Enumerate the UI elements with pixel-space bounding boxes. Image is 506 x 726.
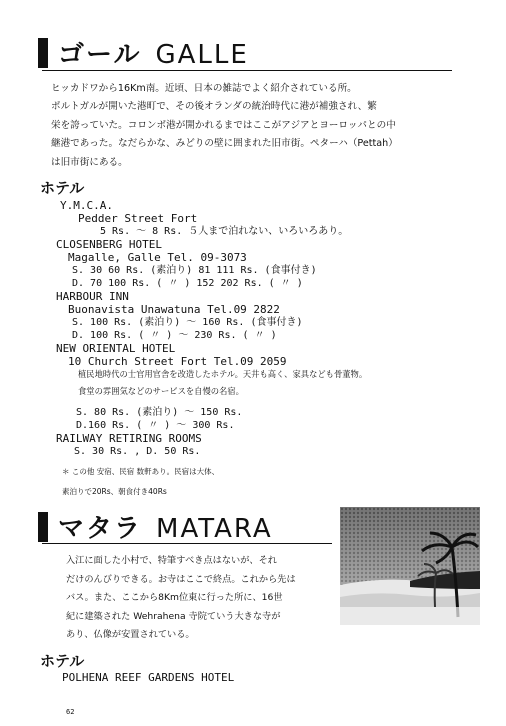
intro-line: 入江に面した小村で、特筆すべき点はないが、それ [66, 555, 277, 566]
intro-line: 紀に建築された Wehrahena 寺院ていう大きな寺が [66, 610, 281, 622]
title-jp: ゴール [58, 40, 142, 70]
intro-line: バス。また、ここから8Km位東に行った所に、16世 [66, 592, 283, 604]
hotel-rate: D.160 Rs. ( 〃 ) ～ 300 Rs. [76, 420, 235, 431]
galle-intro [51, 80, 398, 172]
hotel-address: Buonavista Unawatuna Tel.09 2822 [68, 303, 280, 316]
intro-line: 栄を誇っていた。コロンボ港が開かれるまではここがアジアとヨーロッパとの中 [51, 119, 396, 131]
title-jp: マタラ [58, 514, 143, 544]
hotel-name: RAILWAY RETIRING ROOMS [56, 432, 202, 445]
hotel-address: 10 Church Street Fort Tel.09 2059 [68, 355, 287, 368]
hotel-name: POLHENA REEF GARDENS HOTEL [62, 671, 235, 684]
title-underline [42, 543, 332, 544]
hotel-address: Pedder Street Fort [78, 212, 198, 225]
hotel-rate: S. 100 Rs. (素泊り) ～ 160 Rs. (食事付き) [72, 317, 303, 328]
hotel-name: Y.M.C.A. [60, 199, 113, 212]
beach-photo [340, 507, 480, 625]
hotel-address: Magalle, Galle Tel. 09-3073 [68, 251, 247, 264]
footnote-line: ＊ この他 安宿、民宿 数軒あり。民宿は大体、 [62, 467, 220, 476]
footnote [62, 466, 219, 497]
title-en: MATARA [156, 514, 273, 544]
hotel-note: 植民地時代の士官用官舎を改造したホテル。天井も高く、家具なども骨董物。 [78, 369, 368, 379]
hotel-rate: S. 30 Rs. , D. 50 Rs. [74, 446, 201, 457]
footnote-line: 素泊りで20Rs、朝食付き40Rs [62, 487, 167, 496]
intro-line: ポルトガルが開いた港町で、その後オランダの統治時代に港が補強され、繁 [51, 101, 377, 113]
hotel-note: 食堂の雰囲気などのサービスを自慢の名宿。 [78, 386, 244, 396]
hotel-name: HARBOUR INN [56, 290, 129, 303]
hotel-heading: ホテル [40, 179, 85, 197]
hotel-rate: D. 70 100 Rs. ( 〃 ) 152 202 Rs. ( 〃 ) [72, 278, 303, 289]
hotel-heading: ホテル [40, 652, 85, 670]
hotel-rate: S. 30 60 Rs. (素泊り) 81 111 Rs. (食事付き) [72, 265, 317, 276]
hotel-rate: S. 80 Rs. (素泊り) ～ 150 Rs. [76, 407, 243, 418]
hotel-name: NEW ORIENTAL HOTEL [56, 342, 176, 355]
section-title-matara [58, 508, 273, 545]
hotel-name: CLOSENBERG HOTEL [56, 238, 162, 251]
title-en: GALLE [155, 40, 249, 70]
intro-line: は旧市街にある。 [51, 156, 128, 168]
title-accent-bar [38, 38, 48, 68]
intro-line: だけのんびりできる。お寺はここで終点。これから先は [66, 573, 296, 585]
title-accent-bar [38, 512, 48, 542]
page-number: 62 [66, 708, 75, 716]
matara-intro [66, 552, 296, 645]
hotel-rate: D. 100 Rs. ( 〃 ) ～ 230 Rs. ( 〃 ) [72, 330, 277, 341]
intro-line: あり、仏像が安置されている。 [66, 629, 195, 641]
hotel-rate: 5 Rs. ～ 8 Rs. ５人まで泊れない、いろいろあり。 [100, 226, 349, 237]
intro-line: ヒッカドワから16Km南。近頃、日本の雑誌でよく紹介されている所。 [51, 83, 357, 94]
section-title-galle [58, 34, 249, 71]
title-underline [42, 70, 452, 71]
intro-line: 継港であった。なだらかな、みどりの壁に囲まれた旧市街。ペターハ（Pettah） [51, 138, 398, 150]
